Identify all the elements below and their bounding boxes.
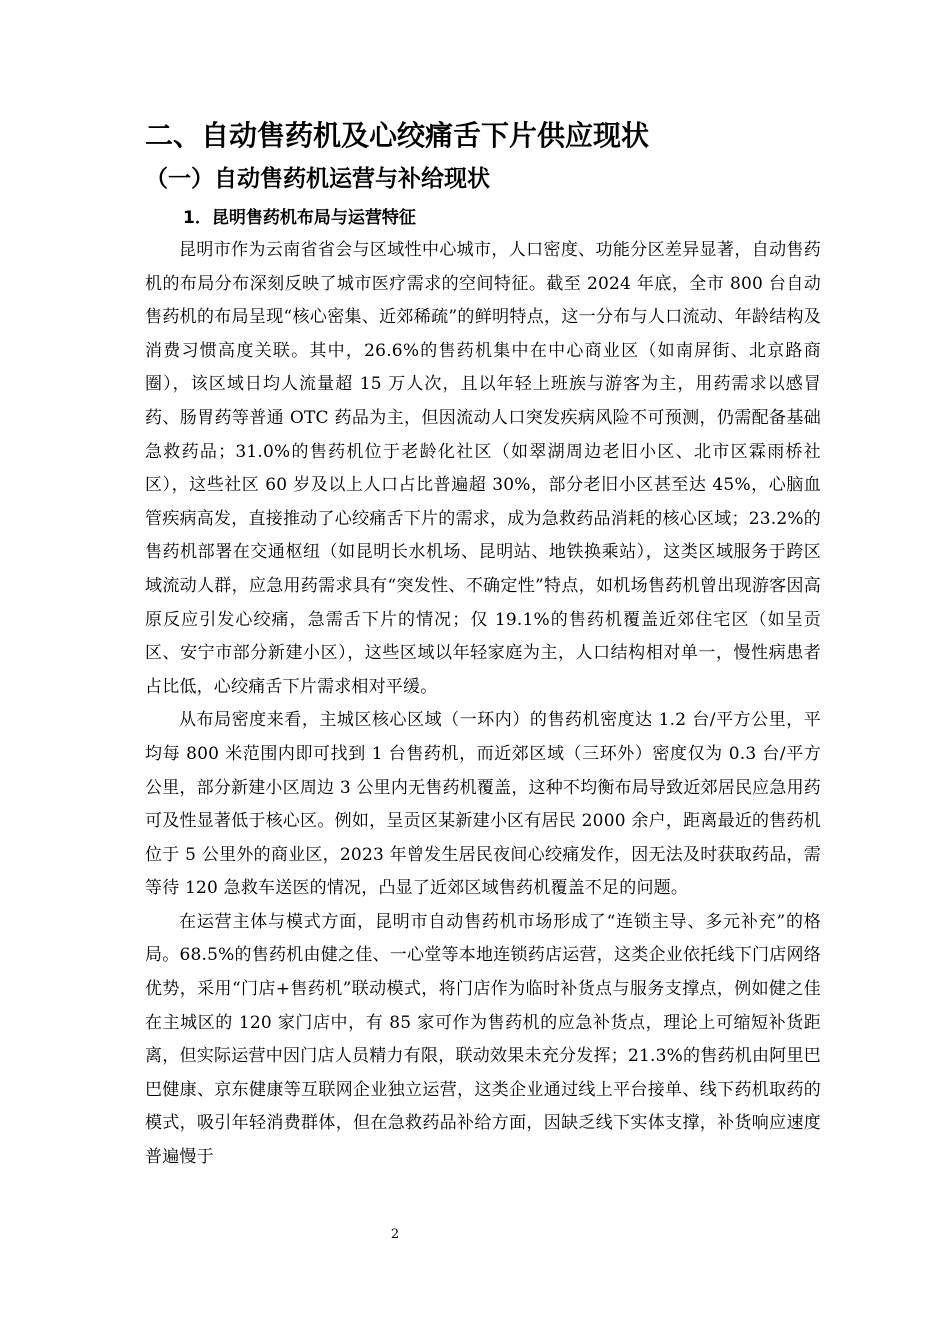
- paragraph-density: 从布局密度来看，主城区核心区域（一环内）的售药机密度达 1.2 台/平方公里，平均每 800 米范围内即可找到 1 台售药机，而近郊区域（三环外）密度仅为 0.3 台/平方公里，部分新建小区周边 3 公里内无售药机覆盖，这种不均衡布局导致近郊居民应急用药可及性显著低于核心区。例如，呈贡区某新建小区有居民 2000 余户，距离最近的售药机位于 5 公里外的商业区，2023 年曾发生居民夜间心绞痛发作，因无法及时获取药品，需等待 120 急救车送医的情况，凸显了近郊区域售药机覆盖不足的问题。: [145, 710, 821, 899]
- paragraph-layout: 昆明市作为云南省省会与区域性中心城市，人口密度、功能分区差异显著，自动售药机的布局分布深刻反映了城市医疗需求的空间特征。截至 2024 年底，全市 800 台自动售药机的布局呈现“核心密集、近郊稀疏”的鲜明特点，这一分布与人口流动、年龄结构及消费习惯高度关联。其中，26.6%的售药机集中在中心商业区（如南屏街、北京路商圈），该区域日均人流量超 15 万人次，且以年轻上班族与游客为主，用药需求以感冒药、肠胃药等普通 OTC 药品为主，但因流动人口突发疾病风险不可预测，仍需配备基础急救药品；31.0%的售药机位于老龄化社区（如翠湖周边老旧小区、北市区霖雨桥社区），这些社区 60 岁及以上人口占比普遍超 30%，部分老旧小区甚至达 45%，心脑血管疾病高发，直接推动了心绞痛舌下片的需求，成为急救药品消耗的核心区域；23.2%的售药机部署在交通枢纽（如昆明长水机场、昆明站、地铁换乘站），这类区域服务于跨区域流动人群，应急用药需求具有“突发性、不确定性”特点，如机场售药机曾出现游客因高原反应引发心绞痛，急需舌下片的情况；仅 19.1%的售药机覆盖近郊住宅区（如呈贡区、安宁市部分新建小区），这些区域以年轻家庭为主，人口结构相对单一，慢性病患者占比低，心绞痛舌下片需求相对平缓。: [145, 240, 821, 697]
- subsection-heading: （一）自动售药机运营与补给现状: [145, 166, 490, 192]
- page-number: 2: [390, 1227, 400, 1242]
- paragraph-operators: 在运营主体与模式方面，昆明市自动售药机市场形成了“连锁主导、多元补充”的格局。68.5%的售药机由健之佳、一心堂等本地连锁药店运营，这类企业依托线下门店网络优势，采用“门店+售药机”联动模式，将门店作为临时补货点与服务支撑点，例如健之佳在主城区的 120 家门店中，有 85 家可作为售药机的应急补货点，理论上可缩短补货距离，但实际运营中因门店人员精力有限，联动效果未充分发挥；21.3%的售药机由阿里巴巴健康、京东健康等互联网企业独立运营，这类企业通过线上平台接单、线下药机取药的模式，吸引年轻消费群体，但在急救药品补给方面，因缺乏线下实体支撑，补货响应速度普遍慢于: [145, 911, 821, 1168]
- body-text: [145, 234, 821, 1175]
- section-heading: 二、自动售药机及心绞痛舌下片供应现状: [145, 119, 650, 152]
- sub-subsection-heading: 1．昆明售药机布局与运营特征: [183, 208, 416, 228]
